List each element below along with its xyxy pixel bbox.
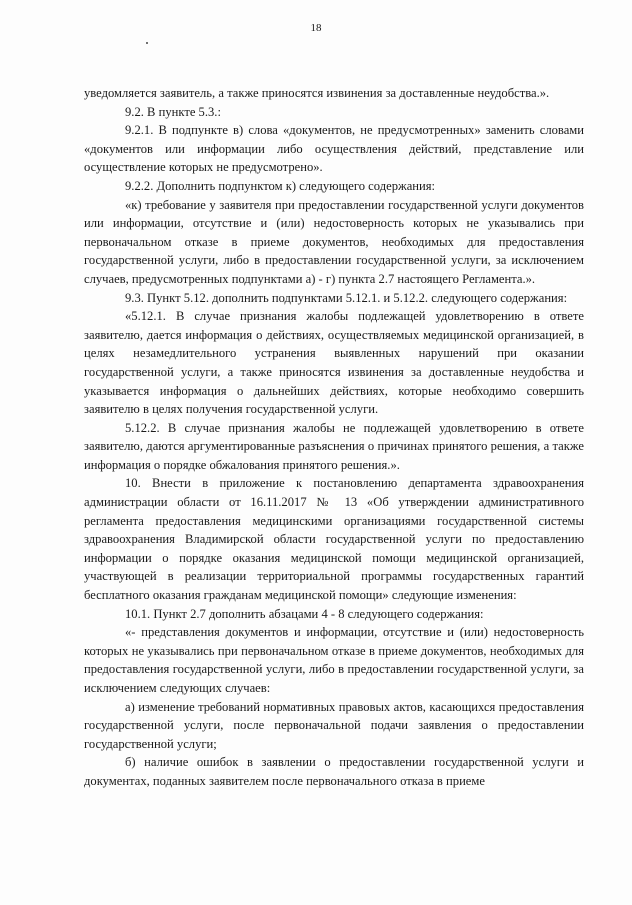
paragraph: уведомляется заявитель, а также приносятся извинения за доставленные неудобства.». — [84, 86, 550, 100]
paragraph: 10. Внести в приложение к постановлению департамента здравоохранения администрации области от 16.11.2017 № 13 «Об утверждении административного регламента предоставления медицинскими организациями государственной системы здравоохранения Владимирской области государственной услуги по предоставлению информации о порядке оказания медицинской помощи медицинской организацией, участвующей в реализации территориальной программы государственных гарантий бесплатного оказания гражданам медицинской помощи» следующие изменения: — [84, 476, 584, 603]
paragraph: «5.12.1. В случае признания жалобы подлежащей удовлетворению в ответе заявителю, дается информация о действиях, осуществляемых медицинской организацией, в целях незамедлительного устранения выявленных нарушений при оказании государственной услуги, а также приносятся извинения за доставленные неудобства и указывается информация о дальнейших действиях, которые необходимо совершить заявителю в целях получения государственной услуги. — [84, 309, 584, 417]
scan-speck — [146, 42, 148, 44]
paragraph: 9.2.1. В подпункте в) слова «документов, не предусмотренных» заменить словами «документов или информации либо осуществления действий, представление или осуществление которых не предусмотрено». — [84, 123, 584, 175]
paragraph: б) наличие ошибок в заявлении о предоставлении государственной услуги и документах, поданных заявителем после первоначального отказа в приеме — [84, 755, 584, 788]
paragraph: «- представления документов и информации, отсутствие и (или) недостоверность которых не указывались при первоначальном отказе в приеме документов, необходимых для предоставления государственной услуги, либо в предоставлении государственной услуги, за исключением следующих случаев: — [84, 625, 584, 695]
paragraph: 10.1. Пункт 2.7 дополнить абзацами 4 - 8 следующего содержания: — [125, 606, 484, 621]
paragraph: 9.3. Пункт 5.12. дополнить подпунктами 5.12.1. и 5.12.2. следующего содержания: — [125, 290, 568, 305]
page-number: 18 — [310, 22, 322, 34]
paragraph: 9.2.2. Дополнить подпунктом к) следующего содержания: — [125, 178, 436, 193]
document-body — [84, 84, 584, 791]
paragraph: 9.2. В пункте 5.3.: — [125, 104, 221, 119]
paragraph: а) изменение требований нормативных правовых актов, касающихся предоставления государственной услуги, после первоначальной подачи заявления о предоставлении государственной услуги; — [84, 699, 584, 751]
paragraph: 5.12.2. В случае признания жалобы не подлежащей удовлетворению в ответе заявителю, даются аргументированные разъяснения о причинах принятого решения, а также информация о порядке обжалования принятого решения.». — [84, 420, 584, 472]
paragraph: «к) требование у заявителя при предоставлении государственной услуги документов или информации, отсутствие и (или) недостоверность которых не указывались при первоначальном отказе в приеме документов, необходимых для предоставления государственной услуги, либо в предоставлении государственной услуги, за исключением случаев, предусмотренных подпунктами а) - г) пункта 2.7 настоящего Регламента.». — [84, 197, 584, 286]
